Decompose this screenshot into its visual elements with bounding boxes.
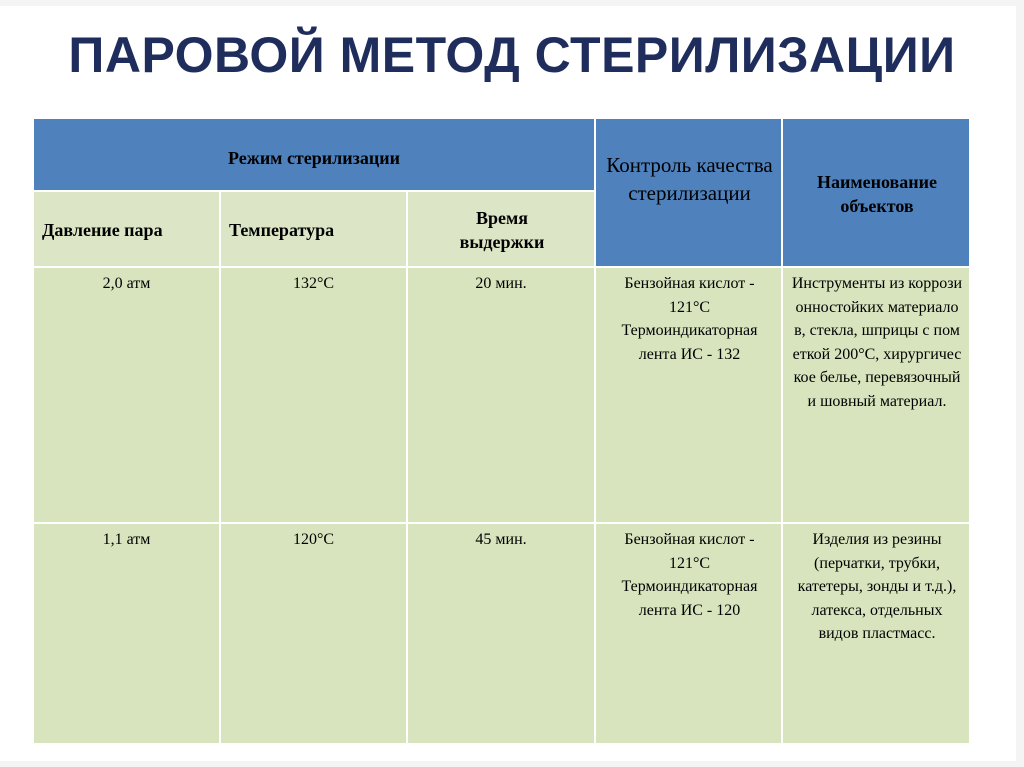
subheader-temperature bbox=[220, 191, 407, 267]
slide-edge-right bbox=[1016, 0, 1024, 767]
row-2-pressure-value: 1,1 атм bbox=[102, 531, 151, 548]
row-1-temperature-value: 132°С bbox=[292, 275, 335, 292]
header-quality-control bbox=[595, 118, 782, 267]
row-2-time-value: 45 мин. bbox=[475, 531, 527, 548]
table-row-1-temperature bbox=[220, 267, 407, 523]
table-row-2-temperature bbox=[220, 523, 407, 744]
slide-edge-top bbox=[0, 0, 1024, 6]
subheader-pressure bbox=[33, 191, 220, 267]
row-1-pressure-value: 2,0 атм bbox=[102, 275, 151, 292]
row-1-time-value: 20 мин. bbox=[475, 275, 527, 292]
subheader-time bbox=[407, 191, 595, 267]
header-quality-control-label: Контроль качества стерилизации bbox=[606, 153, 773, 205]
subheader-temperature-label: Температура bbox=[229, 220, 335, 240]
table-row-2-control bbox=[595, 523, 782, 744]
table-row-1-pressure bbox=[33, 267, 220, 523]
header-objects bbox=[782, 118, 970, 267]
table-row-1-time bbox=[407, 267, 595, 523]
table-row-2-pressure bbox=[33, 523, 220, 744]
row-2-objects-value: Изделия из резины (перчатки, трубки, катетеры, зонды и т.д.), латекса, отдельных видов пластмасс. bbox=[797, 531, 957, 642]
table-row-1-control bbox=[595, 267, 782, 523]
subheader-time-label: Время выдержки bbox=[459, 208, 545, 252]
slide-edge-bottom bbox=[0, 761, 1024, 767]
slide-title: ПАРОВОЙ МЕТОД СТЕРИЛИЗАЦИИ bbox=[68, 27, 956, 83]
row-2-control-value: Бензойная кислот - 121°С Термоиндикаторная лента ИС - 120 bbox=[621, 531, 758, 619]
row-1-objects-value: Инструменты из коррозионностойких материалов, стекла, шприцы с пометкой 200°С, хирургическое белье, перевязочный и шовный материал. bbox=[791, 275, 963, 410]
row-2-temperature-value: 120°С bbox=[292, 531, 335, 548]
sterilization-table bbox=[33, 118, 970, 744]
table-row-2-time bbox=[407, 523, 595, 744]
header-sterilization-mode bbox=[33, 118, 595, 191]
subheader-pressure-label: Давление пара bbox=[42, 220, 163, 240]
row-1-control-value: Бензойная кислот - 121°С Термоиндикаторная лента ИС - 132 bbox=[621, 275, 758, 363]
header-objects-label: Наименование объектов bbox=[817, 172, 937, 216]
header-sterilization-mode-label: Режим стерилизации bbox=[228, 148, 400, 168]
table-row-1-objects bbox=[782, 267, 970, 523]
table-row-2-objects bbox=[782, 523, 970, 744]
